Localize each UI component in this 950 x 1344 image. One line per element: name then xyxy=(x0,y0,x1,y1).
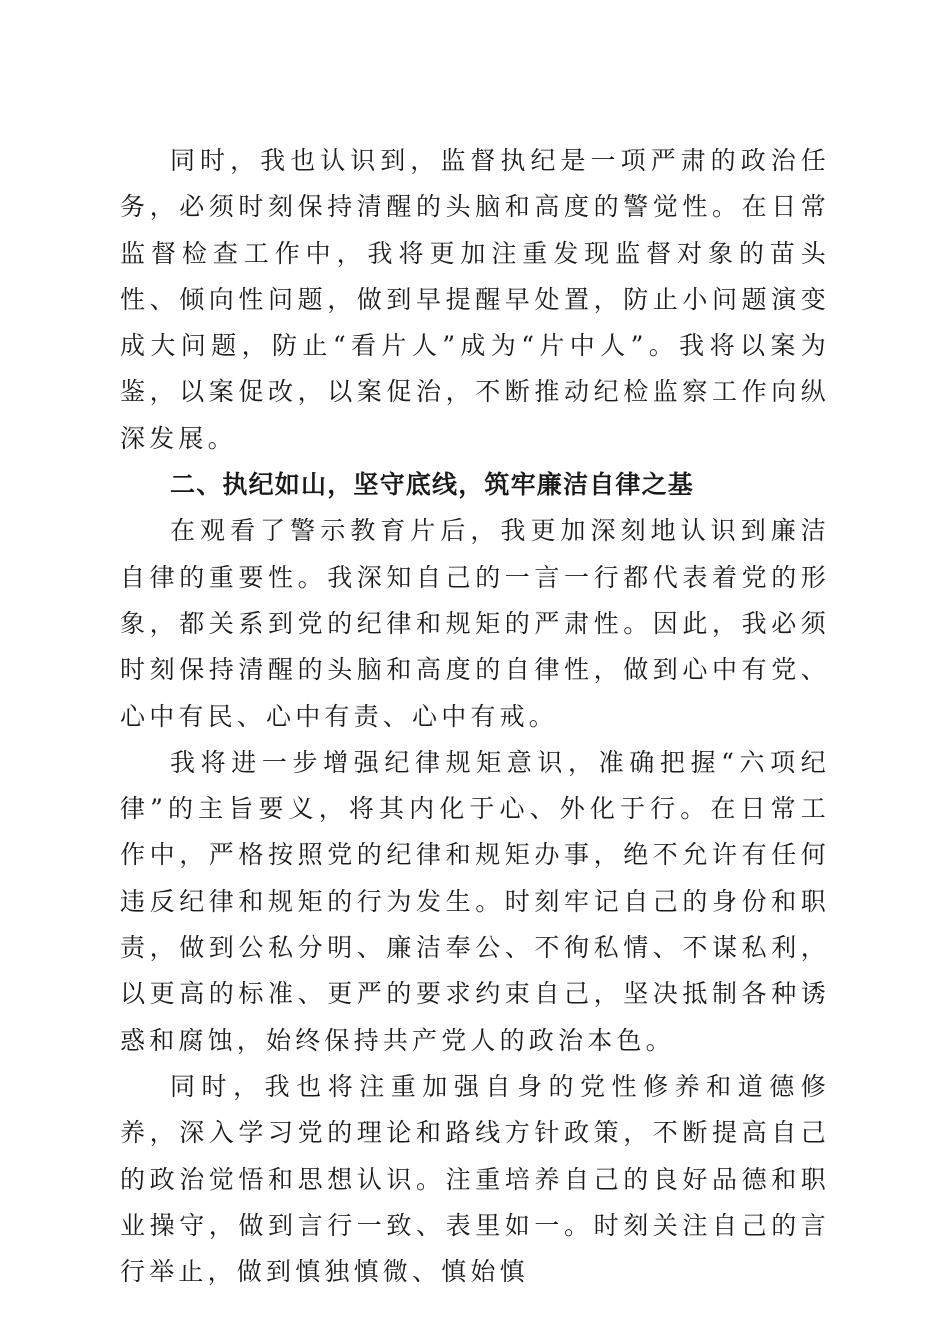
body-paragraph-4: 同时，我也将注重加强自身的党性修养和道德修养，深入学习党的理论和路线方针政策，不断提高自己的政治觉悟和思想认识。注重培养自己的良好品德和职业操守，做到言行一致、表里如一。时刻关注自己的言行举止，做到慎独慎微、慎始慎 xyxy=(120,1071,830,1287)
body-paragraph-3: 我将进一步增强纪律规矩意识，准确把握“六项纪律”的主旨要义，将其内化于心、外化于行。在日常工作中，严格按照党的纪律和规矩办事，绝不允许有任何违反纪律和规矩的行为发生。时刻牢记自己的身份和职责，做到公私分明、廉洁奉公、不徇私情、不谋私利，以更高的标准、更严的要求约束自己，坚决抵制各种诱惑和腐蚀，始终保持共产党人的政治本色。 xyxy=(120,747,830,1055)
body-paragraph-1: 同时，我也认识到，监督执纪是一项严肃的政治任务，必须时刻保持清醒的头脑和高度的警觉性。在日常监督检查工作中，我将更加注重发现监督对象的苗头性、倾向性问题，做到早提醒早处置，防止小问题演变成大问题，防止“看片人”成为“片中人”。我将以案为鉴，以案促改，以案促治，不断推动纪检监察工作向纵深发展。 xyxy=(120,146,830,453)
document-body xyxy=(120,138,830,1295)
body-paragraph-2: 在观看了警示教育片后，我更加深刻地认识到廉洁自律的重要性。我深知自己的一言一行都代表着党的形象，都关系到党的纪律和规矩的严肃性。因此，我必须时刻保持清醒的头脑和高度的自律性，做到心中有党、心中有民、心中有责、心中有戒。 xyxy=(120,516,830,731)
section-heading: 二、执纪如山，坚守底线，筑牢廉洁自律之基 xyxy=(170,470,695,500)
